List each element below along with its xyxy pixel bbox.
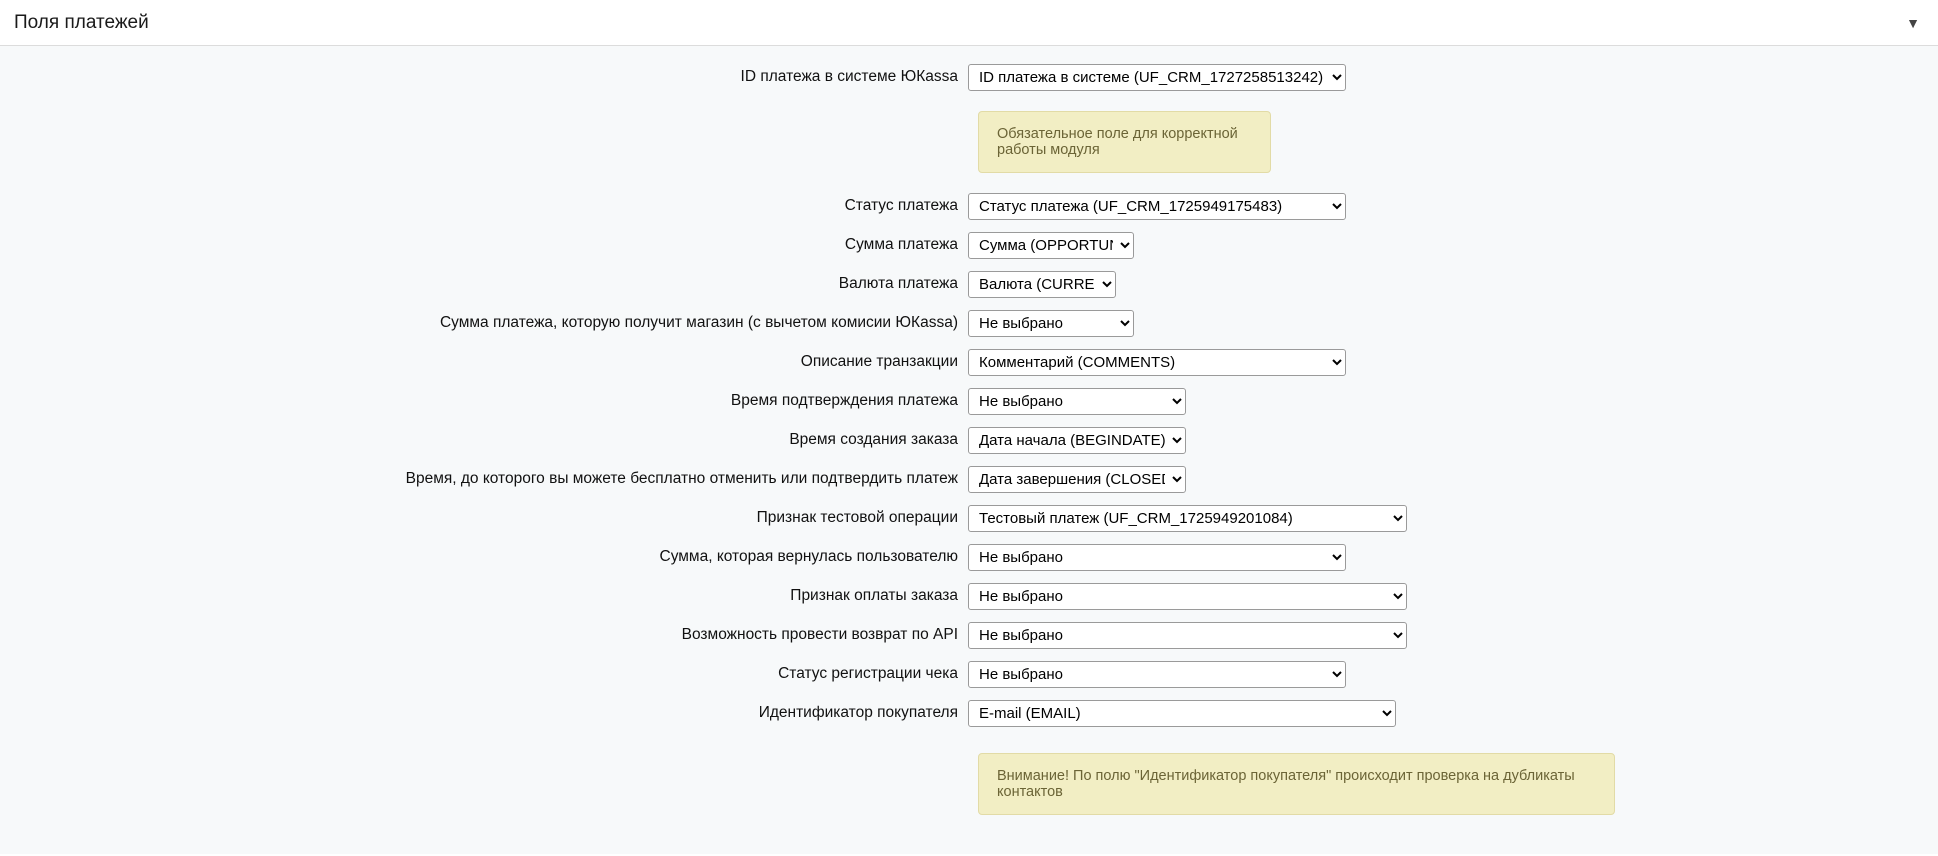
form-row-merchant-amount bbox=[0, 310, 1938, 337]
field-label: Время, до которого вы можете бесплатно отменить или подтвердить платеж bbox=[405, 470, 958, 488]
field-control bbox=[968, 700, 1396, 727]
field-label: Признак тестовой операции bbox=[756, 509, 958, 527]
select-order-paid-flag[interactable] bbox=[968, 583, 1407, 610]
form-row-transaction-description bbox=[0, 349, 1938, 376]
form-row-refunded-amount bbox=[0, 544, 1938, 571]
spacer bbox=[0, 739, 1938, 753]
field-control bbox=[968, 232, 1134, 259]
note-row-duplicate-check bbox=[0, 753, 1938, 815]
field-label: Сумма платежа bbox=[844, 236, 958, 254]
panel-body bbox=[0, 46, 1938, 854]
select-refunded-amount[interactable] bbox=[968, 544, 1346, 571]
note-row-required bbox=[0, 111, 1938, 173]
field-control bbox=[968, 310, 1134, 337]
field-label: Сумма, которая вернулась пользователю bbox=[659, 548, 958, 566]
select-api-refund-possible[interactable] bbox=[968, 622, 1407, 649]
field-control bbox=[968, 505, 1407, 532]
note-duplicate-check: Внимание! По полю "Идентификатор покупателя" происходит проверка на дубликаты контактов bbox=[978, 753, 1615, 815]
select-merchant-amount[interactable] bbox=[968, 310, 1134, 337]
select-payment-id[interactable] bbox=[968, 64, 1346, 91]
field-label: Возможность провести возврат по API bbox=[681, 626, 958, 644]
field-control bbox=[968, 349, 1346, 376]
form-row-customer-identifier bbox=[0, 700, 1938, 727]
field-label: Время подтверждения платежа bbox=[730, 392, 958, 410]
page-title: Поля платежей bbox=[14, 12, 149, 33]
select-payment-currency[interactable] bbox=[968, 271, 1116, 298]
panel-header[interactable] bbox=[0, 0, 1938, 46]
form-row-test-flag bbox=[0, 505, 1938, 532]
form-row-payment-status bbox=[0, 193, 1938, 220]
field-label: Статус регистрации чека bbox=[778, 665, 958, 683]
field-label: Описание транзакции bbox=[800, 353, 958, 371]
field-control bbox=[968, 661, 1346, 688]
select-test-flag[interactable] bbox=[968, 505, 1407, 532]
field-control bbox=[968, 622, 1407, 649]
field-control bbox=[968, 583, 1407, 610]
select-payment-confirm-time[interactable] bbox=[968, 388, 1186, 415]
form-row-cancel-deadline bbox=[0, 466, 1938, 493]
form-row-payment-currency bbox=[0, 271, 1938, 298]
field-label: Статус платежа bbox=[844, 197, 958, 215]
field-label: Время создания заказа bbox=[789, 431, 958, 449]
note-spacer bbox=[0, 753, 978, 815]
select-payment-amount[interactable] bbox=[968, 232, 1134, 259]
form-row-receipt-registration-status bbox=[0, 661, 1938, 688]
select-cancel-deadline[interactable] bbox=[968, 466, 1186, 493]
field-control bbox=[968, 64, 1346, 91]
note-required-field: Обязательное поле для корректной работы модуля bbox=[978, 111, 1271, 173]
select-payment-status[interactable] bbox=[968, 193, 1346, 220]
field-control bbox=[968, 193, 1346, 220]
field-label: ID платежа в системе ЮКassa bbox=[740, 68, 958, 86]
form-row-payment-confirm-time bbox=[0, 388, 1938, 415]
field-label: Валюта платежа bbox=[838, 275, 958, 293]
note-spacer bbox=[0, 111, 978, 173]
form-row-api-refund-possible bbox=[0, 622, 1938, 649]
form-row-payment-id bbox=[0, 64, 1938, 91]
select-order-create-time[interactable] bbox=[968, 427, 1186, 454]
select-receipt-registration-status[interactable] bbox=[968, 661, 1346, 688]
field-control bbox=[968, 466, 1186, 493]
select-customer-identifier[interactable] bbox=[968, 700, 1396, 727]
field-control bbox=[968, 388, 1186, 415]
field-control bbox=[968, 544, 1346, 571]
field-label: Признак оплаты заказа bbox=[790, 587, 958, 605]
field-label: Сумма платежа, которую получит магазин (с вычетом комисии ЮКassa) bbox=[439, 314, 958, 332]
chevron-down-icon[interactable]: ▼ bbox=[1906, 14, 1920, 31]
form-row-order-paid-flag bbox=[0, 583, 1938, 610]
select-transaction-description[interactable] bbox=[968, 349, 1346, 376]
form-row-order-create-time bbox=[0, 427, 1938, 454]
form-row-payment-amount bbox=[0, 232, 1938, 259]
field-label: Идентификатор покупателя bbox=[758, 704, 958, 722]
field-control bbox=[968, 427, 1186, 454]
field-control bbox=[968, 271, 1116, 298]
